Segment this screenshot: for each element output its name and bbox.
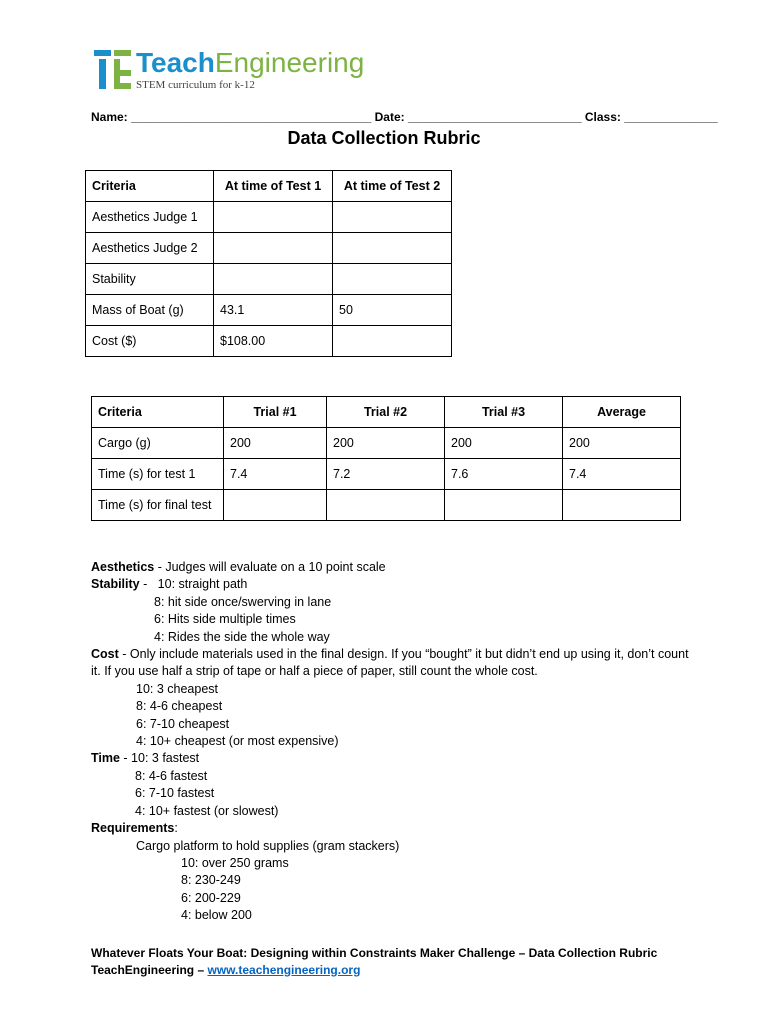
requirements-level: 8: 230-249	[181, 873, 241, 888]
requirements-label: Requirements	[91, 821, 175, 836]
teachengineering-logo-icon	[94, 50, 132, 90]
logo-tagline: STEM curriculum for k-12	[136, 79, 255, 91]
footer-title: Whatever Floats Your Boat: Designing within Constraints Maker Challenge – Data Collection Rubric	[91, 946, 658, 960]
table-cell	[333, 233, 452, 264]
table-cell	[214, 264, 333, 295]
stability-item: 6: Hits side multiple times	[154, 612, 296, 627]
requirements-level: 10: over 250 grams	[181, 855, 289, 870]
trials-table	[91, 396, 681, 521]
cost-text: - Only include materials used in the final design. If you “bought” it but didn’t end up using it, don’t count it. If you use half a strip of tape or half a piece of paper, still count the whole cost.	[91, 647, 689, 679]
table-cell	[327, 490, 445, 521]
table-cell: 7.4	[224, 459, 327, 490]
table-row	[86, 202, 452, 233]
table-row	[92, 459, 681, 490]
logo-wordmark: TeachEngineering	[136, 47, 365, 78]
name-blank: ____________________________________	[131, 110, 372, 124]
table-cell: Cargo (g)	[92, 428, 224, 459]
stability-first: - 10: straight path	[139, 577, 248, 592]
table-cell: Mass of Boat (g)	[86, 295, 214, 326]
requirements-level: 6: 200-229	[181, 890, 241, 905]
table-cell	[333, 326, 452, 357]
column-header: Criteria	[92, 397, 224, 428]
table-cell: Time (s) for final test	[92, 490, 224, 521]
table-cell: Aesthetics Judge 2	[86, 233, 214, 264]
table-row	[86, 233, 452, 264]
time-item: 4: 10+ fastest (or slowest)	[135, 803, 279, 818]
time-item: 8: 4-6 fastest	[135, 768, 208, 783]
table-cell: Aesthetics Judge 1	[86, 202, 214, 233]
table-header-row	[92, 397, 681, 428]
table-cell: 50	[333, 295, 452, 326]
time-line	[91, 750, 691, 767]
teachengineering-link[interactable]: www.teachengineering.org	[207, 962, 361, 977]
table-cell: 200	[327, 428, 445, 459]
table-cell: 7.2	[327, 459, 445, 490]
footer-source	[91, 962, 657, 979]
class-label: Class:	[584, 110, 621, 124]
page-title: Data Collection Rubric	[287, 128, 481, 148]
table-cell	[333, 202, 452, 233]
table-cell: 200	[224, 428, 327, 459]
cost-item: 6: 7-10 cheapest	[136, 716, 230, 731]
table-cell: 7.6	[445, 459, 563, 490]
table-row	[86, 326, 452, 357]
aesthetics-text: - Judges will evaluate on a 10 point scale	[154, 560, 386, 574]
footer-source-label: TeachEngineering –	[91, 962, 208, 977]
stability-label: Stability	[91, 577, 140, 592]
cost-line	[91, 646, 691, 681]
table-cell	[563, 490, 681, 521]
table-cell: Stability	[86, 264, 214, 295]
table-row	[92, 428, 681, 459]
stability-item: 4: Rides the side the whole way	[154, 629, 330, 644]
cost-item: 4: 10+ cheapest (or most expensive)	[136, 734, 339, 749]
cost-item: 10: 3 cheapest	[136, 681, 219, 696]
teachengineering-logo	[94, 48, 394, 92]
class-blank: ______________	[624, 110, 718, 124]
table-cell: Time (s) for test 1	[92, 459, 224, 490]
column-header: At time of Test 2	[333, 171, 452, 202]
time-label: Time	[91, 751, 120, 766]
name-label: Name:	[91, 110, 128, 124]
table-cell: 7.4	[563, 459, 681, 490]
table-cell: 43.1	[214, 295, 333, 326]
column-header: Trial #3	[445, 397, 563, 428]
requirements-line	[91, 820, 691, 837]
column-header: Criteria	[86, 171, 214, 202]
table-header-row	[86, 171, 452, 202]
table-cell	[214, 202, 333, 233]
stability-item: 8: hit side once/swerving in lane	[154, 594, 332, 609]
table-cell: 200	[445, 428, 563, 459]
test-criteria-table	[85, 170, 452, 357]
table-cell: 200	[563, 428, 681, 459]
requirements-level: 4: below 200	[181, 908, 252, 923]
cost-item: 8: 4-6 cheapest	[136, 699, 223, 714]
column-header: Trial #2	[327, 397, 445, 428]
time-item: 6: 7-10 fastest	[135, 786, 215, 801]
table-cell: $108.00	[214, 326, 333, 357]
requirements-item: Cargo platform to hold supplies (gram stackers)	[136, 838, 400, 853]
column-header: At time of Test 1	[214, 171, 333, 202]
rubric-text	[91, 559, 691, 925]
table-row	[92, 490, 681, 521]
column-header: Average	[563, 397, 681, 428]
table-cell	[214, 233, 333, 264]
requirements-colon: :	[174, 821, 178, 836]
table-cell	[445, 490, 563, 521]
table-row	[86, 264, 452, 295]
aesthetics-label: Aesthetics	[91, 560, 155, 574]
date-blank: __________________________	[408, 110, 582, 124]
stability-line	[91, 576, 691, 593]
name-date-class-line	[91, 110, 718, 124]
date-label: Date:	[374, 110, 405, 124]
table-cell	[224, 490, 327, 521]
column-header: Trial #1	[224, 397, 327, 428]
time-first: - 10: 3 fastest	[119, 751, 200, 766]
table-cell	[333, 264, 452, 295]
cost-label: Cost	[91, 647, 119, 662]
table-cell: Cost ($)	[86, 326, 214, 357]
aesthetics-line	[91, 559, 691, 576]
table-row	[86, 295, 452, 326]
page-footer	[91, 945, 657, 978]
